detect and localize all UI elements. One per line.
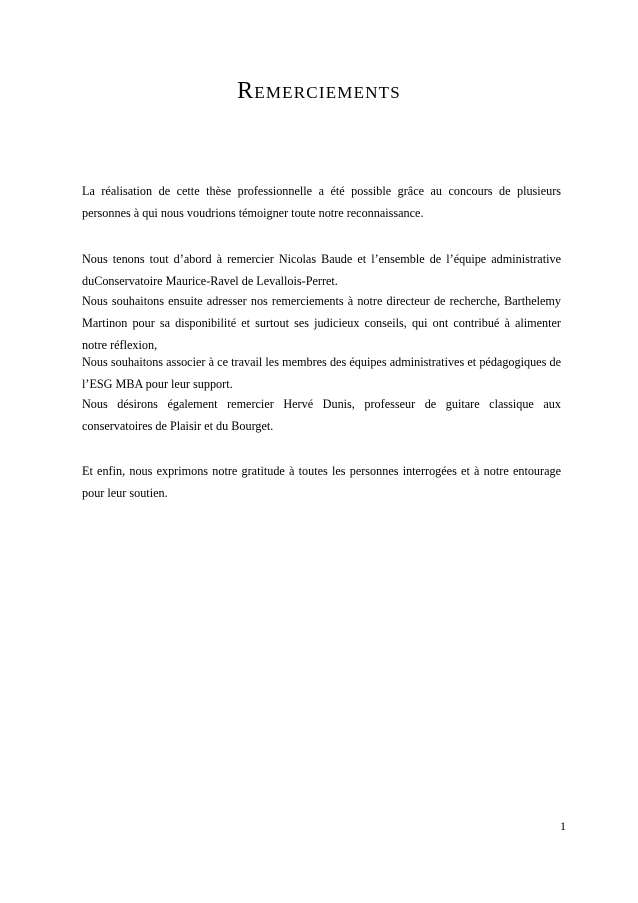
paragraph-conservatoire: Nous tenons tout d’abord à remercier Nicolas Baude et l’ensemble de l’équipe administrative duConservatoire Maurice-Ravel de Levallois-Perret. xyxy=(82,252,561,288)
page-title: Remerciements xyxy=(237,78,401,104)
paragraph-gratitude: Et enfin, nous exprimons notre gratitude à toutes les personnes interrogées et à notre entourage pour leur soutien. xyxy=(82,464,561,500)
paragraph-directeur: Nous souhaitons ensuite adresser nos remerciements à notre directeur de recherche, Barthelemy Martinon pour sa disponibilité et surtout ses judicieux conseils, qui ont contribué à alimenter notre réflexion, xyxy=(82,294,561,352)
paragraph-intro: La réalisation de cette thèse professionnelle a été possible grâce au concours de plusieurs personnes à qui nous voudrions témoigner toute notre reconnaissance. xyxy=(82,184,561,220)
page-number: 1 xyxy=(560,819,566,833)
paragraph-esg: Nous souhaitons associer à ce travail les membres des équipes administratives et pédagogiques de l’ESG MBA pour leur support. xyxy=(82,355,561,391)
paragraph-professeur: Nous désirons également remercier Hervé Dunis, professeur de guitare classique aux conservatoires de Plaisir et du Bourget. xyxy=(82,397,561,433)
